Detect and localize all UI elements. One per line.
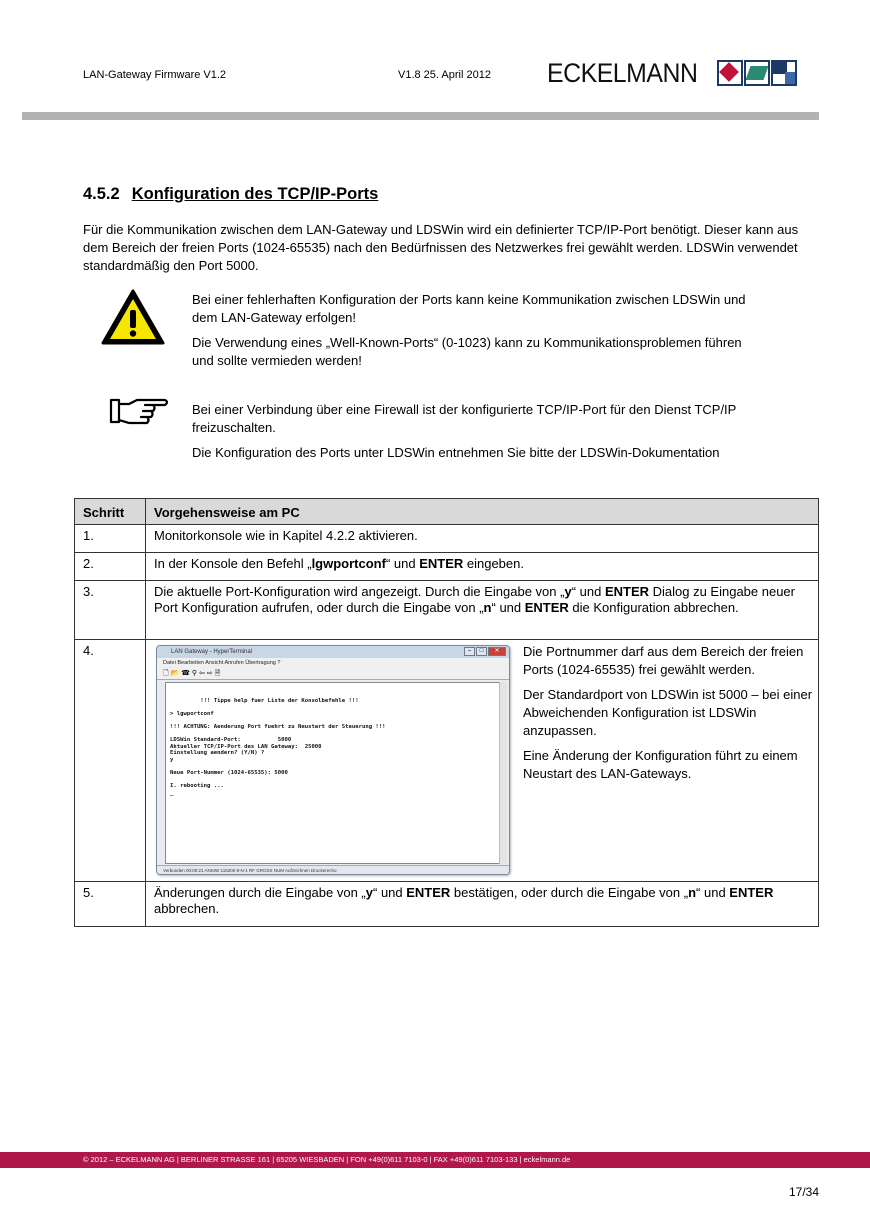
table-row — [75, 882, 819, 927]
window-statusbar: Verbunden 00:00:21 ANSIW 115200 8-N-1 RF GROSS NUM Aufzeichnen Druckerecho — [157, 865, 509, 874]
step-text: In der Konsole den Befehl „lgwportconf“ und ENTER eingeben. — [146, 553, 819, 581]
document-title: LAN-Gateway Firmware V1.2 — [83, 69, 227, 81]
window-toolbar: 🗋 📂 ☎ ⚲ ⇦ ⇨ 🗎 — [157, 668, 509, 680]
intro-paragraph: Für die Kommunikation zwischen dem LAN-Gateway und LDSWin wird ein definierter TCP/IP-Port benötigt. Dieser kann aus dem Bereich der freien Ports (1024-65535) nach den Bedürfnissen des Netzwerkes frei gewählt werden. LDSWin verwendet standardmäßig den Port 5000. — [83, 222, 799, 273]
step-number: 2. — [75, 553, 146, 581]
step-description-1: Die Portnummer darf aus dem Bereich der freien Ports (1024-65535) frei gewählt werden. — [523, 644, 804, 677]
document-version: V1.8 25. April 2012 — [398, 69, 491, 81]
step-description — [523, 643, 813, 790]
terminal-scrollbar — [499, 682, 507, 864]
hyperterminal-screenshot — [156, 645, 510, 875]
step-number: 4. — [75, 640, 146, 882]
table-row — [75, 525, 819, 553]
step-number: 1. — [75, 525, 146, 553]
close-icon: ✕ — [488, 647, 506, 656]
logo-text: ECKELMANN — [547, 57, 698, 88]
table-row — [75, 553, 819, 581]
step-number: 5. — [75, 882, 146, 927]
hint-text-2: Die Konfiguration des Ports unter LDSWin entnehmen Sie bitte der LDSWin-Dokumentation — [192, 445, 720, 460]
logo-mark-icon — [717, 60, 798, 86]
step-description-3: Eine Änderung der Konfiguration führt zu einem Neustart des LAN-Gateways. — [523, 748, 798, 781]
table-row — [75, 640, 819, 882]
section-number: 4.5.2 — [83, 185, 120, 203]
step-text: Änderungen durch die Eingabe von „y“ und ENTER bestätigen, oder durch die Eingabe von „n“ und ENTER abbrechen. — [146, 882, 819, 927]
warning-text-2: Die Verwendung eines „Well-Known-Ports“ (0-1023) kann zu Kommunikationsproblemen führen und sollte vermieden werden! — [192, 335, 742, 368]
step-content — [146, 640, 819, 882]
minimize-icon: – — [464, 647, 475, 656]
hint-text-1: Bei einer Verbindung über eine Firewall ist der konfigurierte TCP/IP-Port für den Dienst TCP/IP freizuschalten. — [192, 402, 737, 435]
window-title: LAN Gateway - HyperTerminal — [157, 646, 509, 658]
page-number: 17/34 — [788, 1185, 819, 1199]
warning-note — [192, 291, 752, 377]
hint-note — [192, 401, 752, 469]
column-header-procedure: Vorgehensweise am PC — [146, 499, 819, 525]
section-heading — [83, 185, 378, 204]
terminal-output: !!! Tippe help fuer Liste der Konsolbefehle !!! > lgwportconf !!! ACHTUNG: Aenderung Port fuehrt zu Neustart der Steuerung !!! LDSWin Standard-Port: 5000 Aktueller TCP/IP-Port des LAN Gateway: 25000 Einstellung aendern? (Y/N) ? y Neue Port-Nummer (1024-65535): 5000 I. rebooting ... _ — [165, 682, 501, 864]
footer-bar: © 2012 – ECKELMANN AG | BERLINER STRASSE 161 | 65205 WIESBADEN | FON +49(0)611 7103-0 | FAX +49(0)611 7103-133 | eckelmann.de — [0, 1152, 870, 1168]
step-text: Die aktuelle Port-Konfiguration wird angezeigt. Durch die Eingabe von „y“ und ENTER Dialog zu Eingabe neuer Port Konfiguration aufrufen, oder durch die Eingabe von „n“ und ENTER die Konfiguration abbrechen. — [146, 581, 819, 640]
step-description-2: Der Standardport von LDSWin ist 5000 – bei einer Abweichenden Konfiguration ist LDSWin anzupassen. — [523, 687, 813, 738]
warning-text-1: Bei einer fehlerhaften Konfiguration der Ports kann keine Kommunikation zwischen LDSWin und dem LAN-Gateway erfolgen! — [192, 292, 746, 325]
pointing-hand-icon — [109, 396, 171, 428]
steps-table — [74, 498, 819, 927]
header-divider — [22, 112, 819, 120]
step-number: 3. — [75, 581, 146, 640]
column-header-step: Schritt — [75, 499, 146, 525]
warning-triangle-icon — [100, 288, 166, 346]
eckelmann-logo — [547, 58, 798, 88]
table-row — [75, 581, 819, 640]
section-title: Konfiguration des TCP/IP-Ports — [131, 185, 379, 203]
page-header — [0, 0, 870, 125]
window-menu: Datei Bearbeiten Ansicht Anrufen Übertragung ? — [157, 658, 509, 668]
step-text: Monitorkonsole wie in Kapitel 4.2.2 aktivieren. — [146, 525, 819, 553]
window-controls — [464, 647, 506, 656]
maximize-icon: □ — [476, 647, 487, 656]
table-header-row — [75, 499, 819, 525]
